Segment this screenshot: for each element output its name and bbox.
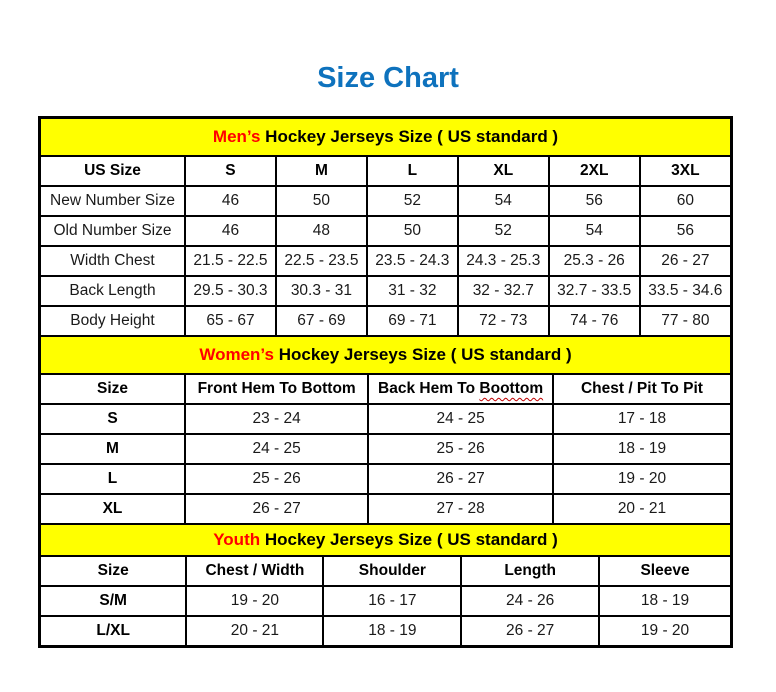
value-cell: 25 - 26	[185, 464, 368, 494]
value-cell: 30.3 - 31	[276, 276, 367, 306]
table-row	[41, 246, 730, 276]
value-cell: 69 - 71	[367, 306, 458, 335]
value-cell: 56	[640, 216, 730, 246]
table-row	[41, 616, 730, 645]
value-cell: 27 - 28	[368, 494, 553, 523]
value-cell: 18 - 19	[323, 616, 461, 645]
value-cell: 67 - 69	[276, 306, 367, 335]
value-cell: 72 - 73	[458, 306, 549, 335]
column-header-cell: Shoulder	[323, 557, 461, 586]
column-header-cell: Chest / Width	[186, 557, 323, 586]
row-label-cell: Width Chest	[41, 246, 185, 276]
value-cell: 25.3 - 26	[549, 246, 640, 276]
column-header-cell: S	[185, 157, 276, 186]
value-cell: 77 - 80	[640, 306, 730, 335]
row-label-cell: L	[41, 464, 185, 494]
row-label-cell: Body Height	[41, 306, 185, 335]
size-chart-frame	[38, 116, 733, 648]
table-row	[41, 464, 730, 494]
value-cell: 48	[276, 216, 367, 246]
value-cell: 33.5 - 34.6	[640, 276, 730, 306]
table-row	[41, 586, 730, 616]
value-cell: 18 - 19	[599, 586, 730, 616]
table-row	[41, 404, 730, 434]
page-title: Size Chart	[317, 62, 459, 94]
value-cell: 56	[549, 186, 640, 216]
men-header-row	[41, 157, 730, 186]
value-cell: 22.5 - 23.5	[276, 246, 367, 276]
women-size-table	[41, 375, 730, 523]
value-cell: 60	[640, 186, 730, 216]
value-cell: 16 - 17	[323, 586, 461, 616]
value-cell: 26 - 27	[640, 246, 730, 276]
table-row	[41, 276, 730, 306]
youth-header-row	[41, 557, 730, 586]
column-header-cell-misspelled	[368, 375, 553, 404]
column-header-cell: Sleeve	[599, 557, 730, 586]
table-row	[41, 216, 730, 246]
section-header-women-rest: Hockey Jerseys Size ( US standard )	[273, 345, 572, 364]
men-size-table	[41, 157, 730, 335]
value-cell: 26 - 27	[185, 494, 368, 523]
section-header-women	[41, 335, 730, 375]
column-header-cell: M	[276, 157, 367, 186]
value-cell: 19 - 20	[599, 616, 730, 645]
section-header-men-rest: Hockey Jerseys Size ( US standard )	[260, 127, 559, 146]
section-header-youth-rest: Hockey Jerseys Size ( US standard )	[260, 530, 558, 549]
value-cell: 54	[458, 186, 549, 216]
row-label-cell: S	[41, 404, 185, 434]
value-cell: 31 - 32	[367, 276, 458, 306]
section-header-men-accent: Men’s	[212, 127, 261, 146]
youth-size-table	[41, 557, 730, 645]
row-label-cell: M	[41, 434, 185, 464]
value-cell: 26 - 27	[368, 464, 553, 494]
value-cell: 18 - 19	[553, 434, 730, 464]
value-cell: 50	[276, 186, 367, 216]
section-header-men	[41, 119, 730, 157]
value-cell: 17 - 18	[553, 404, 730, 434]
section-header-youth-accent: Youth	[213, 530, 261, 549]
section-header-youth	[41, 523, 730, 557]
value-cell: 20 - 21	[186, 616, 323, 645]
value-cell: 23.5 - 24.3	[367, 246, 458, 276]
row-label-cell: Old Number Size	[41, 216, 185, 246]
value-cell: 21.5 - 22.5	[185, 246, 276, 276]
value-cell: 23 - 24	[185, 404, 368, 434]
column-header-cell: Front Hem To Bottom	[185, 375, 368, 404]
column-header-cell: Size	[41, 557, 186, 586]
table-row	[41, 434, 730, 464]
value-cell: 24 - 25	[368, 404, 553, 434]
value-cell: 65 - 67	[185, 306, 276, 335]
column-header-cell: 3XL	[640, 157, 730, 186]
row-label-cell: Back Length	[41, 276, 185, 306]
row-label-cell: New Number Size	[41, 186, 185, 216]
table-row	[41, 186, 730, 216]
misspelled-word: Boottom	[479, 380, 544, 397]
value-cell: 25 - 26	[368, 434, 553, 464]
value-cell: 74 - 76	[549, 306, 640, 335]
women-header-row	[41, 375, 730, 404]
row-label-cell: L/XL	[41, 616, 186, 645]
value-cell: 20 - 21	[553, 494, 730, 523]
value-cell: 46	[185, 186, 276, 216]
value-cell: 32 - 32.7	[458, 276, 549, 306]
value-cell: 26 - 27	[461, 616, 599, 645]
value-cell: 24 - 25	[185, 434, 368, 464]
column-header-cell: Size	[41, 375, 185, 404]
column-header-cell: XL	[458, 157, 549, 186]
value-cell: 32.7 - 33.5	[549, 276, 640, 306]
column-header-cell: Chest / Pit To Pit	[553, 375, 730, 404]
value-cell: 52	[458, 216, 549, 246]
value-cell: 52	[367, 186, 458, 216]
row-label-cell: XL	[41, 494, 185, 523]
table-row	[41, 494, 730, 523]
value-cell: 54	[549, 216, 640, 246]
value-cell: 19 - 20	[553, 464, 730, 494]
column-header-cell: 2XL	[549, 157, 640, 186]
column-header-cell: Length	[461, 557, 599, 586]
header-text: Back Hem To	[378, 380, 480, 397]
value-cell: 46	[185, 216, 276, 246]
table-row	[41, 306, 730, 335]
section-header-women-accent: Women’s	[199, 345, 274, 364]
value-cell: 19 - 20	[186, 586, 323, 616]
column-header-cell: L	[367, 157, 458, 186]
column-header-cell: US Size	[41, 157, 185, 186]
value-cell: 24.3 - 25.3	[458, 246, 549, 276]
value-cell: 29.5 - 30.3	[185, 276, 276, 306]
row-label-cell: S/M	[41, 586, 186, 616]
value-cell: 24 - 26	[461, 586, 599, 616]
value-cell: 50	[367, 216, 458, 246]
